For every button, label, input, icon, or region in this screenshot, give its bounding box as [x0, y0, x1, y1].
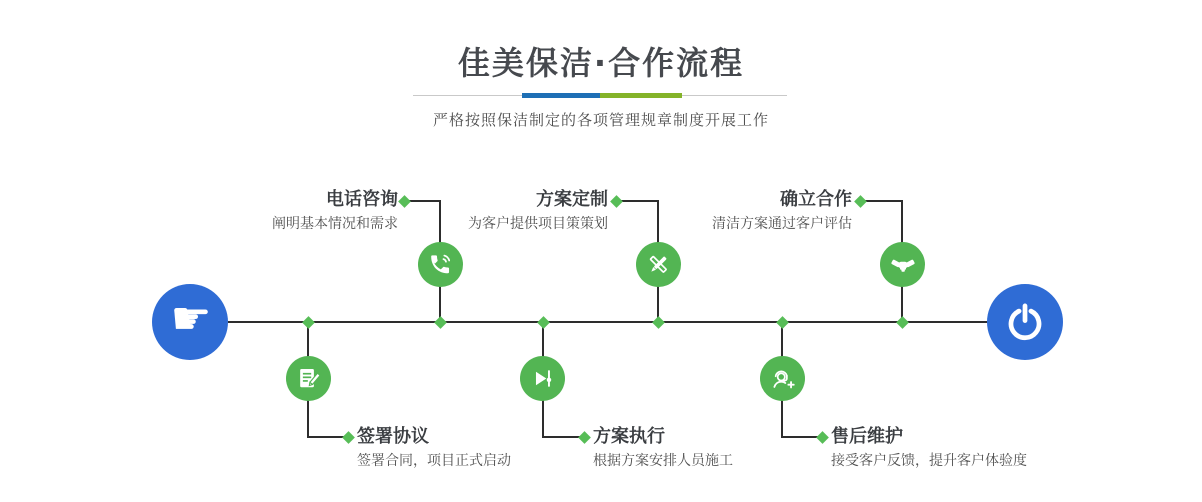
- contract-pen-icon: [295, 365, 322, 392]
- step-node-execute: [520, 356, 565, 401]
- handshake-icon: [889, 251, 917, 279]
- customer-service-plus-icon: [769, 365, 797, 393]
- step-title: 售后维护: [831, 426, 903, 447]
- divider-green-segment: [600, 93, 682, 98]
- step-title: 方案定制: [536, 189, 608, 210]
- timeline-main-line: [228, 321, 988, 323]
- step-title: 方案执行: [593, 426, 665, 447]
- phone-icon: [427, 251, 454, 278]
- play-slider-icon: [529, 365, 556, 392]
- step-title: 确立合作: [780, 189, 852, 210]
- junction-diamond: [652, 316, 665, 329]
- junction-diamond: [302, 316, 315, 329]
- step-label-phone: [180, 188, 398, 234]
- junction-diamond: [537, 316, 550, 329]
- connector-hline-bottom-1: [308, 436, 346, 438]
- divider-blue-segment: [522, 93, 600, 98]
- pencil-ruler-icon: [645, 251, 672, 278]
- page-title: 佳美保洁·合作流程: [457, 44, 745, 82]
- step-node-phone: [418, 242, 463, 287]
- label-diamond: [854, 195, 867, 208]
- step-desc: 签署合同，项目正式启动: [357, 453, 511, 469]
- hand-pointing-icon: ☛: [170, 291, 212, 345]
- step-desc: 阐明基本情况和需求: [272, 216, 398, 232]
- step-label-contract: [357, 425, 597, 471]
- label-diamond: [610, 195, 623, 208]
- step-title: 签署协议: [357, 426, 429, 447]
- label-diamond: [342, 431, 355, 444]
- step-label-execute: [593, 425, 833, 471]
- step-node-aftersales: [760, 356, 805, 401]
- step-desc: 接受客户反馈，提升客户体验度: [831, 453, 1027, 469]
- step-label-cooperate: [635, 188, 852, 234]
- step-node-design: [636, 242, 681, 287]
- junction-diamond: [434, 316, 447, 329]
- step-title: 电话咨询: [326, 189, 398, 210]
- connector-hline-top-3: [864, 200, 903, 202]
- step-label-design: [391, 188, 608, 234]
- step-label-aftersales: [831, 425, 1091, 471]
- page-subtitle: 严格按照保洁制定的各项管理规章制度开展工作: [432, 111, 769, 129]
- start-node: [152, 284, 228, 360]
- step-node-contract: [286, 356, 331, 401]
- step-node-handshake: [880, 242, 925, 287]
- junction-diamond: [896, 316, 909, 329]
- power-icon: [1004, 301, 1046, 343]
- end-node: [987, 284, 1063, 360]
- step-desc: 为客户提供项目策策划: [468, 216, 608, 232]
- step-desc: 清洁方案通过客户评估: [712, 216, 852, 232]
- junction-diamond: [776, 316, 789, 329]
- step-desc: 根据方案安排人员施工: [593, 453, 733, 469]
